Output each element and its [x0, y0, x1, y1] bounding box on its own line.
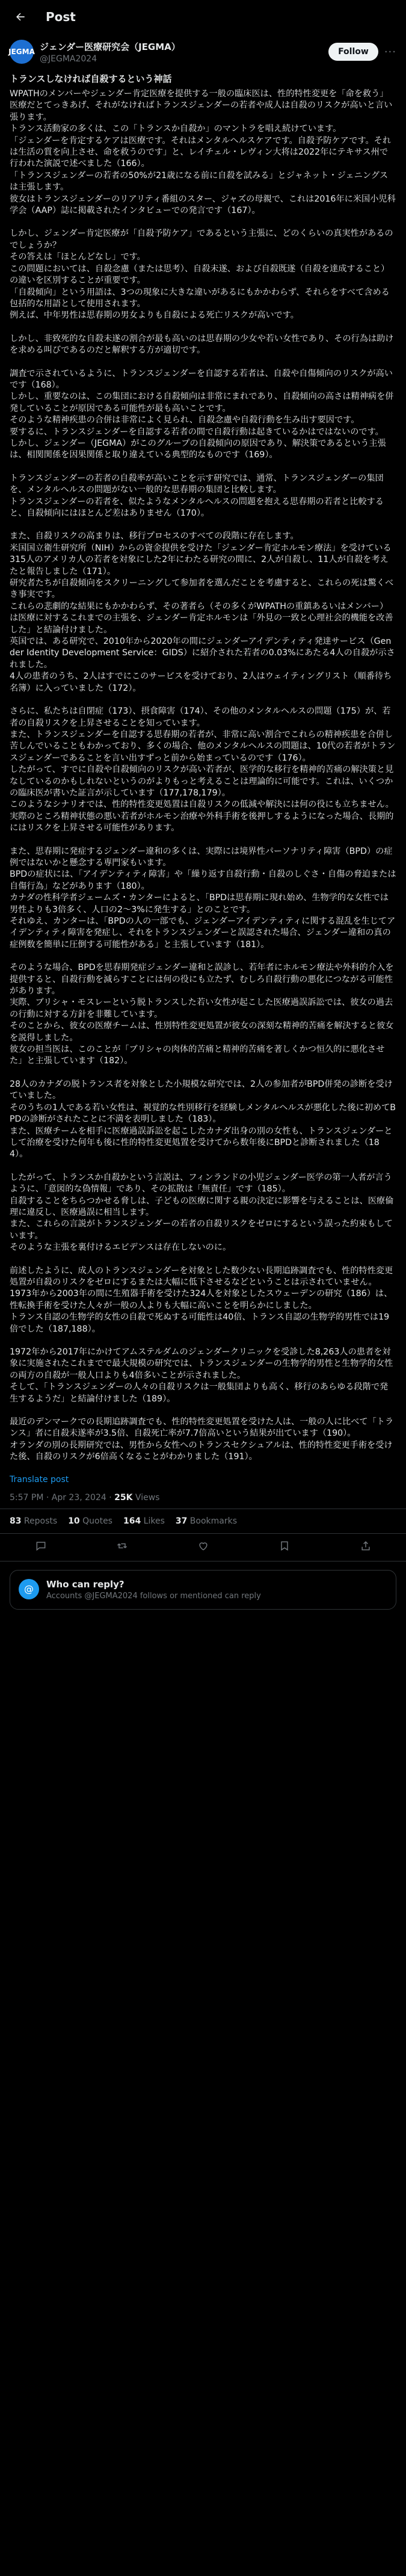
- quotes-label: Quotes: [79, 1516, 112, 1526]
- likes-count: 164: [123, 1516, 141, 1526]
- arrow-left-icon[interactable]: [10, 6, 31, 28]
- post-paragraph: また、思春期に発症するジェンダー違和の多くは、実際には境界性パーソナリティ障害（BPD）の症例ではないかと懸念する専門家もいます。 BPDの症状には、「アイデンティティ障害」や「繰り返す自殺行動・自殺のしぐさ・自傷の脅迫または自傷行為」などがあります（180）。 カナダの性科学者ジェームズ・カンターによると、「BPDは思春期に現れ始め、生物学的な女性では男性よりも3倍多く、人口の2〜3%に発生する」とのことです。 それゆえ、カンターは、「BPDの人の一部でも、ジェンダーアイデンティティに関する混乱を生じてアイデンティティ障害を発症し、それをトランスジェンダーと誤認された場合、ジェンダー違和の真の症例数を簡単に圧倒する可能性がある」と主張しています（181）。: [10, 846, 396, 950]
- reposts-count: 83: [10, 1516, 22, 1526]
- reply-restriction-text: [46, 1579, 261, 1601]
- author-row: [0, 34, 406, 67]
- top-bar: [0, 0, 406, 34]
- author-name-row: [40, 40, 328, 53]
- post-paragraph: しかし、ジェンダー肯定医療が「自殺予防ケア」であるという主張に、どのくらいの真実性があるのでしょうか？ その答えは「ほとんどなし」です。 この問題においては、自殺念慮（または思考）、自殺未遂、および自殺既遂（自殺を達成すること）の違いを区別することが重要です。 「自殺傾向」という用語は、3つの現象に大きな違いがあるにもかかわらず、それらをすべて含める包括的な用語として使用されます。 例えば、中年男性は思春期の男女よりも自殺による死亡リスクが高いです。: [10, 229, 393, 321]
- timestamp-row: [0, 1484, 406, 1509]
- follow-button[interactable]: Follow: [328, 43, 378, 61]
- author-name[interactable]: ジェンダー医療研究会（JEGMA）: [40, 41, 180, 52]
- repost-icon[interactable]: [116, 1540, 128, 1555]
- reposts-label: Reposts: [21, 1516, 58, 1526]
- share-icon[interactable]: [360, 1540, 372, 1555]
- post-paragraph: WPATHのメンバーやジェンダー肯定医療を提供する一般の臨床医は、性的特性変更を「命を救う」医療だとてっきあげ、それがなければトランスジェンダーの若者や成人は自殺のリスクが高いと言い張ります。 トランス活動家の多くは、この「トランスか自殺か」のマントラを唱え続けています。 「ジェンダーを肯定するケアは医療です。それはメンタルヘルスケアです。自殺予防ケアです。それは生活の質を向上させ、命を救うのです」と、レイチェル・レヴィン大将は2022年にテキサス州で行われた演説で述べました（166）。 「トランスジェンダーの若者の50%が21歳になる前に自殺を試みる」とジャネット・ジェニングスは主張します。 彼女はトランスジェンダーのリアリティ番組のスター、ジャズの母親で、これは2016年に米国小児科学会（AAP）誌に掲載されたインタビューでの発言です（167）。: [10, 89, 396, 216]
- post-paragraph: さらに、私たちは自閉症（173）、摂食障害（174）、その他のメンタルヘルスの問題（175）が、若者の自殺リスクを上昇させることを知っています。 また、トランスジェンダーを自認する思春期の若者が、非常に高い割合でこれらの精神疾患を合併し苦しんでいることもわかっており、多くの場合、他のメンタルヘルスの問題は、10代の若者がトランスジェンダーであることを言い出すずっと前から始まっているのです（176）。 したがって、すでに自殺や自殺傾向のリスクが高い若者が、医学的な移行を精神的苦痛の解決策と見なしているのかもしれないというのがよりもっと考えることは理論的に可能です。これは、いくつかの臨床医が書いた証言が示しています（177,178,179）。 このようなシナリオでは、性的特性変更処置は自殺リスクの低減や解決には何の役にも立ちません。 実際のところ精神状態の悪い若者がホルモン治療や外科手術を後押しするようになった場合、長期的にはリスクを上昇させる可能性があります。: [10, 706, 396, 833]
- likes-stat[interactable]: [123, 1516, 165, 1526]
- post-paragraph: 28人のカナダの脱トランス者を対象とした小規模な研究では、2人の参加者がBPD併発の診断を受けていました。 そのうちの1人である若い女性は、視覚的な性別移行を経験しメンタルヘルスが悪化した後に初めてBPDの診断がされたことに不満を表明しました（183）。 また、医療チームを相手に医療過誤訴訟を起こしたカナダ出身の別の女性も、トランスジェンダーとして治療を受けた何年も後に性的特性変更処置を受けてから数年後にBPDと診断されました（184）。: [10, 1079, 396, 1160]
- translate-post-link[interactable]: Translate post: [10, 1474, 69, 1484]
- reply-icon[interactable]: [35, 1540, 47, 1555]
- page-title: Post: [46, 10, 76, 24]
- bookmarks-stat[interactable]: [176, 1516, 237, 1526]
- views-label: Views: [132, 1492, 160, 1503]
- at-sign-icon: @: [19, 1579, 39, 1599]
- action-bar: [0, 1534, 406, 1561]
- bookmarks-label: Bookmarks: [187, 1516, 238, 1526]
- likes-label: Likes: [141, 1516, 165, 1526]
- bookmark-icon[interactable]: [278, 1540, 291, 1555]
- post-time[interactable]: 5:57 PM · Apr 23, 2024 ·: [10, 1492, 115, 1503]
- more-options-icon[interactable]: ···: [384, 45, 396, 58]
- author-meta: [40, 40, 328, 64]
- post-paragraph: トランスジェンダーの若者の自殺率が高いことを示す研究では、通常、トランスジェンダーの集団を、メンタルヘルスの問題がない一般的な思春期の集団と比較します。 トランスジェンダーの若者を、似たようなメンタルヘルスの問題を抱える思春期の若者と比較すると、自殺傾向にはほとんど差はありません（170）。: [10, 473, 384, 518]
- post-body: [0, 88, 406, 1463]
- post-paragraph: また、自殺リスクの高まりは、移行プロセスのすべての段階に存在します。 米国国立衛生研究所（NIH）からの資金提供を受けた「ジェンダー肯定ホルモン療法」を受けている315人のアメリカ人の若者を対象にした2年にわたる研究の間に、2人が自殺し、11人が自殺を考えたと報告しました（171）。 研究者たちが自殺傾向をスクリーニングして参加者を選んだことを考慮すると、これらの死は驚くべき事実です。 これらの悲劇的な結果にもかかわらず、その著者ら（その多くがWPATHの重鎮あるいはメンバー）は医療に対するこれまでの主張を、ジェンダー肯定ホルモンは「外見の一致と心理社会的機能を改善した」と結論付けました。 英国では、ある研究で、2010年から2020年の間にジェンダーアイデンティティ発達サービス（Gender Identity Development Service：GIDS）に紹介された若者の0.03%にあたる4人の自殺が示されました。 4人の患者のうち、2人はすでにこのサービスを受けており、2人はウェイティングリスト（順番待ち名簿）に入っていました（172）。: [10, 531, 395, 693]
- bookmarks-count: 37: [175, 1516, 188, 1526]
- post-paragraph: 前述したように、成人のトランスジェンダーを対象とした数少ない長期追跡調査でも、性的特性変更処置が自殺のリスクをゼロにするまたは大幅に低下させるなどということは示されていません。 1973年から2003年の間に生殖器手術を受けた324人を対象としたスウェーデンの研究（186）は、性転換手術を受けた人々が一般の人よりも大幅に高いことを明らかにしました。 トランス自認の生物学的女性の自殺で死ぬする可能性は40倍、トランス自認の生物学的男性では19倍でした（187,188）。: [10, 1265, 393, 1334]
- post-paragraph: そのような場合、BPDを思春期発症ジェンダー違和と誤診し、若年者にホルモン療法や外科的介入を提供すると、自殺行動を減らすことには何の役にも立たず、むしろ自殺行動の悪化につながる可能性があります。 実際、ブリシャ・モスレーという脱トランスした若い女性が起こした医療過誤訴訟では、彼女の過去の行動に対する方針を非難しています。 そのことから、彼女の医療チームは、性別特性変更処置が彼女の深刻な精神的苦痛を解決すると彼女を説得しました。 彼女の担当医は、このことが「ブリシャの肉体的苦痛と精神的苦痛を著しくかつ恒久的に悪化させた」と主張しています（182）。: [10, 963, 394, 1066]
- quotes-stat[interactable]: [68, 1516, 112, 1526]
- post-paragraph: しかし、非致死的な自殺未遂の割合が最も高いのは思春期の少女や若い女性であり、その行為は助けを求める叫びであるのだと解釈する方が適切です。: [10, 333, 394, 356]
- reply-restriction-subtitle: Accounts @JEGMA2024 follows or mentioned can reply: [46, 1591, 261, 1601]
- engagement-stats: [0, 1509, 406, 1534]
- quotes-count: 10: [68, 1516, 80, 1526]
- reply-restriction-title: Who can reply?: [46, 1578, 125, 1590]
- views-count: 25K: [114, 1492, 133, 1503]
- author-handle[interactable]: @JEGMA2024: [40, 54, 97, 64]
- avatar[interactable]: JEGMA: [10, 40, 34, 64]
- reply-restriction-notice: [10, 1570, 396, 1610]
- like-icon[interactable]: [197, 1540, 209, 1555]
- post-paragraph: 最近のデンマークでの長期追跡調査でも、性的特性変更処置を受けた人は、一般の人に比べて「トランス」者に自殺未遂率が3.5倍、自殺死亡率が7.7倍高いという結果が出ています（190）。 オランダの別の長期研究では、男性から女性へのトランスセクシュアルは、性的特性変更手術を受けた後、自殺のリスクが6倍高くなることがわかりました（191）。: [10, 1417, 394, 1462]
- post-paragraph: 1972年から2017年にかけてアムステルダムのジェンダークリニックを受診した8,263人の患者を対象に実施されたこれまでで最大規模の研究では、トランスジェンダーの生物学的男性と生物学的女性の両方の自殺が一般人口よりも4倍多いことが示されました。 そして、「トランスジェンダーの人々の自殺リスクは一般集団よりも高く、移行のあらゆる段階で発生するようだ」と結論付けました（189）。: [10, 1347, 393, 1404]
- post-title: トランスしなければ自殺するという神話: [10, 73, 172, 84]
- reposts-stat[interactable]: [10, 1516, 57, 1526]
- post-paragraph: したがって、トランスか自殺かという言説は、フィンランドの小児ジェンダー医学の第一人者が言うように、「意図的な偽情報」であり、その拡散は「無責任」です（185）。 自殺することをちらつかせる脅しは、子どもの医療に関する親の決定に影響を与えることは、医療倫理に違反し、医療過誤に相当します。 また、これらの言説がトランスジェンダーの若者の自殺リスクをゼロにするという誤った約束もしています。 そのような主張を裏付けるエビデンスは存在しないのに。: [10, 1172, 394, 1253]
- post-paragraph: 調査で示されているように、トランスジェンダーを自認する若者は、自殺や自傷傾向のリスクが高いです（168）。 しかし、重要なのは、この集団における自殺傾向は非常にまれであり、自殺傾向の高さは精神病を併発していることが原因である可能性が最も高いことです。 そのような精神疾患の合併は非常によく見られ、自殺念慮や自殺行動を生み出す要因です。 要するに、トランスジェンダーを自認する若者の間で自殺行動は起きているかはではないのです。 しかし、ジェンダー（JEGMA）がこのグループの自殺傾向の原因であり、解決策であるという主張は、相関関係を因果関係と取り違えている典型的なものです（169）。: [10, 368, 394, 460]
